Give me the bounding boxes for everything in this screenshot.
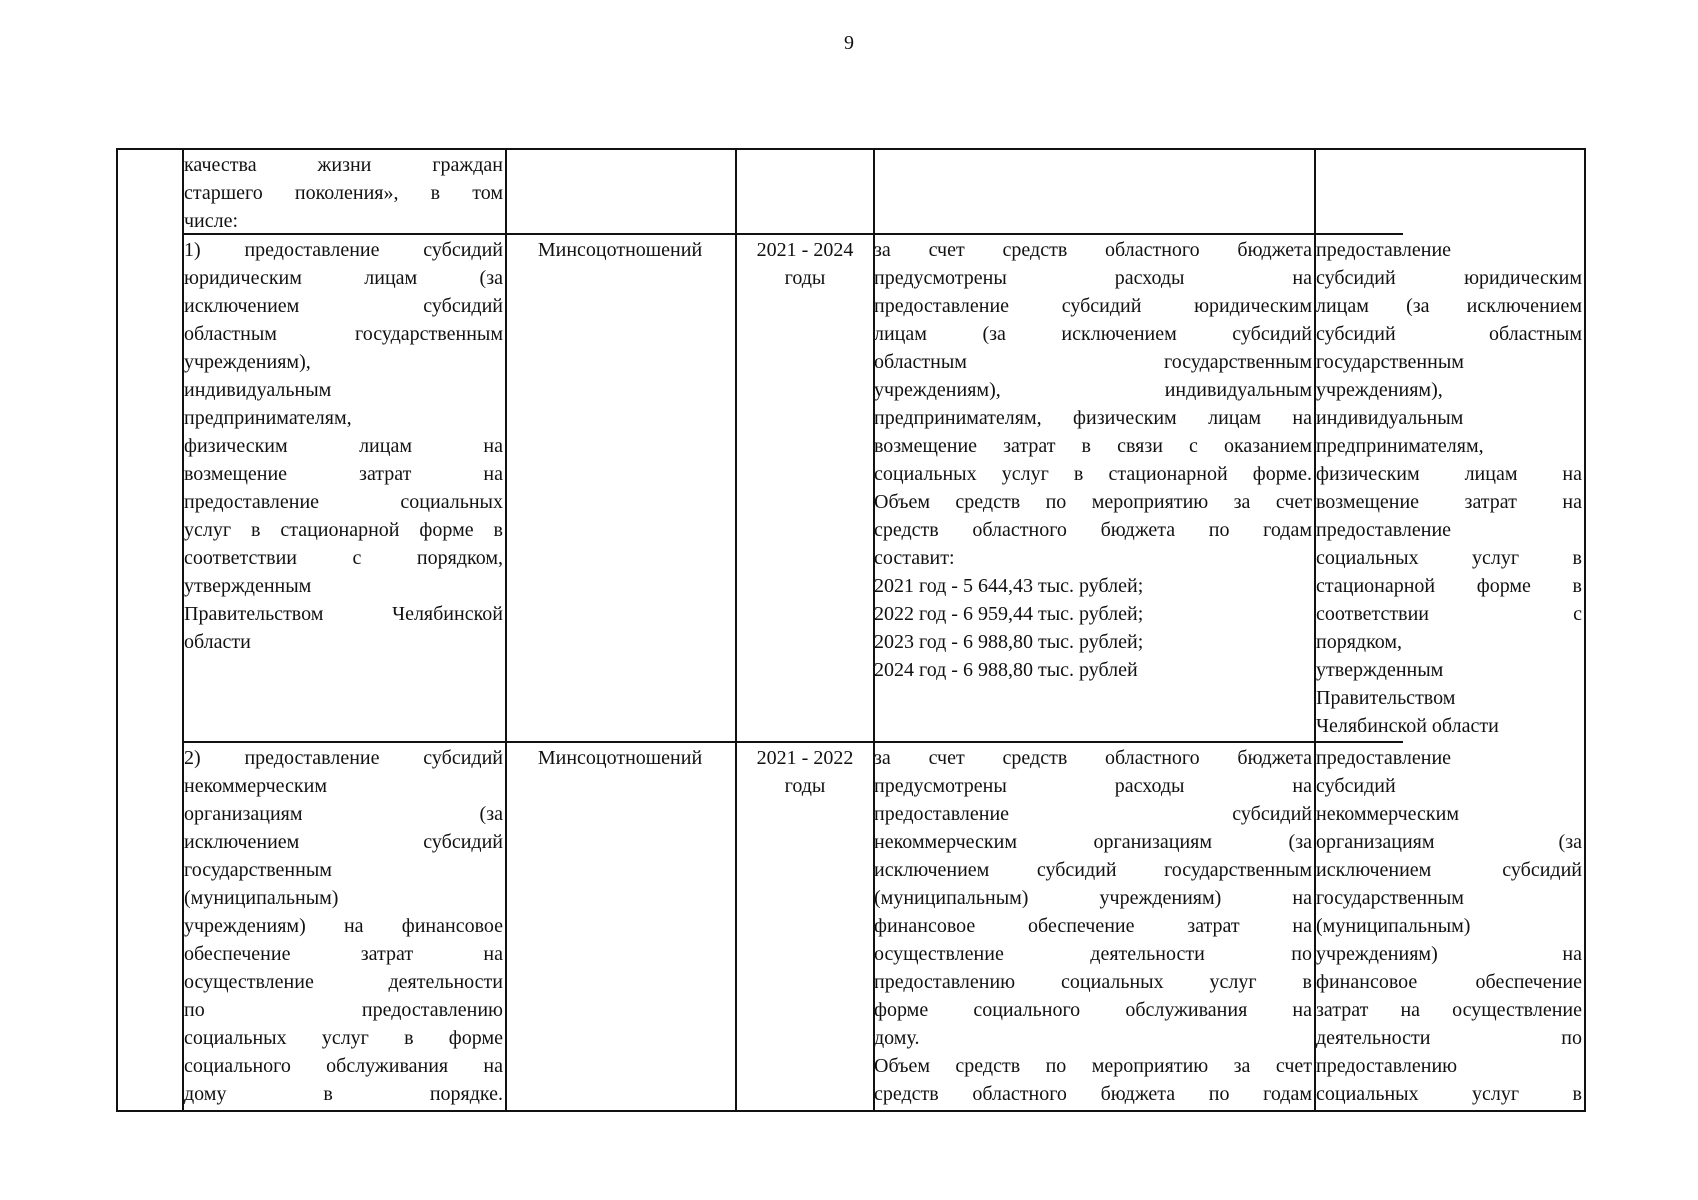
text-line: Объем средств по мероприятию за счет bbox=[874, 491, 1312, 513]
text-line: учреждениям) на bbox=[1316, 943, 1582, 965]
text-line: физическим лицам на bbox=[1316, 463, 1582, 485]
text-line: 2021 год - 5 644,43 тыс. рублей; bbox=[874, 575, 1144, 597]
text-line: областным государственным bbox=[184, 323, 503, 345]
text-line: субсидий юридическим bbox=[1316, 267, 1582, 289]
text-line: социальных услуг в стационарной форме. bbox=[874, 463, 1312, 485]
text-line: государственным bbox=[1316, 887, 1464, 909]
text-line: предпринимателям, bbox=[184, 407, 352, 429]
text-line: обеспечение затрат на bbox=[184, 943, 503, 965]
text-line: организациям (за bbox=[1316, 831, 1582, 853]
text-line: (муниципальным) учреждениям) на bbox=[874, 887, 1312, 909]
text-line: средств областного бюджета по годам bbox=[874, 519, 1312, 541]
text-line: возмещение затрат в связи с оказанием bbox=[874, 435, 1312, 457]
text-line: лицам (за исключением bbox=[1316, 295, 1582, 317]
text-line: социальных услуг в bbox=[1316, 547, 1582, 569]
text-line: лицам (за исключением субсидий bbox=[874, 323, 1312, 345]
text-line: государственным bbox=[184, 859, 332, 881]
text-line: исключением субсидий bbox=[184, 295, 503, 317]
table-rule-vertical bbox=[1584, 148, 1586, 1112]
text-line: финансовое обеспечение затрат на bbox=[874, 915, 1312, 937]
text-line: предпринимателям, физическим лицам на bbox=[874, 407, 1312, 429]
text-line: социального обслуживания на bbox=[184, 1055, 503, 1077]
text-line: учреждениям), индивидуальным bbox=[874, 379, 1312, 401]
text-line: средств областного бюджета по годам bbox=[874, 1083, 1312, 1105]
text-line: физическим лицам на bbox=[184, 435, 503, 457]
text-line: 2022 год - 6 959,44 тыс. рублей; bbox=[874, 603, 1144, 625]
text-line: исключением субсидий bbox=[1316, 859, 1582, 881]
text-line: 1) предоставление субсидий bbox=[184, 239, 503, 261]
text-line: Объем средств по мероприятию за счет bbox=[874, 1055, 1312, 1077]
text-line: юридическим лицам (за bbox=[184, 267, 503, 289]
text-line: Правительством Челябинской bbox=[184, 603, 503, 625]
text-line: 2024 год - 6 988,80 тыс. рублей bbox=[874, 659, 1138, 681]
text-line: возмещение затрат на bbox=[1316, 491, 1582, 513]
text-line: осуществление деятельности по bbox=[874, 943, 1312, 965]
text-line: социальных услуг в форме bbox=[184, 1027, 503, 1049]
text-line: годы bbox=[784, 775, 826, 797]
text-line: 2023 год - 6 988,80 тыс. рублей; bbox=[874, 631, 1144, 653]
text-line: порядком, bbox=[1316, 631, 1403, 653]
text-line: предоставлению bbox=[1316, 1055, 1458, 1077]
text-line: предоставление bbox=[1316, 519, 1452, 541]
text-line: услуг в стационарной форме в bbox=[184, 519, 503, 541]
text-line: некоммерческим bbox=[1316, 803, 1459, 825]
text-line: предоставление субсидий юридическим bbox=[874, 295, 1312, 317]
text-line: затрат на осуществление bbox=[1316, 999, 1582, 1021]
text-line: предоставление bbox=[1316, 747, 1452, 769]
text-line: некоммерческим организациям (за bbox=[874, 831, 1312, 853]
text-line: учреждениям) на финансовое bbox=[184, 915, 503, 937]
text-line: учреждениям), bbox=[1316, 379, 1443, 401]
text-line: предусмотрены расходы на bbox=[874, 267, 1312, 289]
text-line: индивидуальным bbox=[184, 379, 332, 401]
table-rule-vertical bbox=[735, 148, 737, 1112]
text-line: возмещение затрат на bbox=[184, 463, 503, 485]
text-line: числе: bbox=[184, 210, 239, 232]
text-line: дому. bbox=[874, 1027, 920, 1049]
text-line: социальных услуг в bbox=[1316, 1083, 1582, 1105]
text-line: соответствии с порядком, bbox=[184, 547, 503, 569]
text-line: за счет средств областного бюджета bbox=[874, 239, 1312, 261]
text-line: составит: bbox=[874, 547, 955, 569]
text-line: индивидуальным bbox=[1316, 407, 1464, 429]
text-line: областным государственным bbox=[874, 351, 1312, 373]
text-line: Челябинской области bbox=[1316, 715, 1499, 737]
text-line: исключением субсидий государственным bbox=[874, 859, 1312, 881]
text-line: утвержденным bbox=[184, 575, 312, 597]
text-line: учреждениям), bbox=[184, 351, 311, 373]
text-line: предоставление субсидий bbox=[874, 803, 1312, 825]
text-line: 2021 - 2022 bbox=[756, 747, 854, 769]
text-line: Минсоцотношений bbox=[537, 747, 703, 769]
text-line: по предоставлению bbox=[184, 999, 503, 1021]
text-line: области bbox=[184, 631, 251, 653]
table-rule-horizontal bbox=[183, 741, 1403, 743]
text-line: субсидий областным bbox=[1316, 323, 1582, 345]
text-line: предоставление bbox=[1316, 239, 1452, 261]
text-line: предусмотрены расходы на bbox=[874, 775, 1312, 797]
text-line: финансовое обеспечение bbox=[1316, 971, 1582, 993]
text-line: предоставлению социальных услуг в bbox=[874, 971, 1312, 993]
text-line: за счет средств областного бюджета bbox=[874, 747, 1312, 769]
table-rule-vertical bbox=[505, 148, 507, 1112]
text-line: 2021 - 2024 bbox=[756, 239, 854, 261]
text-line: форме социального обслуживания на bbox=[874, 999, 1312, 1021]
page-number: 9 bbox=[844, 32, 854, 54]
text-line: исключением субсидий bbox=[184, 831, 503, 853]
text-line: некоммерческим bbox=[184, 775, 327, 797]
text-line: (муниципальным) bbox=[1316, 915, 1471, 937]
text-line: утвержденным bbox=[1316, 659, 1444, 681]
text-line: деятельности по bbox=[1316, 1027, 1582, 1049]
text-line: осуществление деятельности bbox=[184, 971, 503, 993]
text-line: стационарной форме в bbox=[1316, 575, 1582, 597]
text-line: Минсоцотношений bbox=[537, 239, 703, 261]
text-line: предпринимателям, bbox=[1316, 435, 1484, 457]
text-line: 2) предоставление субсидий bbox=[184, 747, 503, 769]
text-line: Правительством bbox=[1316, 687, 1456, 709]
text-line: организациям (за bbox=[184, 803, 503, 825]
table-rule-horizontal bbox=[116, 1110, 1586, 1112]
text-line: годы bbox=[784, 267, 826, 289]
table-rule-horizontal bbox=[116, 148, 1586, 150]
table-rule-vertical bbox=[116, 148, 118, 1112]
text-line: дому в порядке. bbox=[184, 1083, 503, 1105]
text-line: старшего поколения», в том bbox=[184, 182, 503, 204]
text-line: государственным bbox=[1316, 351, 1464, 373]
text-line: предоставление социальных bbox=[184, 491, 503, 513]
text-line: (муниципальным) bbox=[184, 887, 339, 909]
text-line: соответствии с bbox=[1316, 603, 1582, 625]
text-line: качества жизни граждан bbox=[184, 154, 503, 176]
text-line: субсидий bbox=[1316, 775, 1396, 797]
